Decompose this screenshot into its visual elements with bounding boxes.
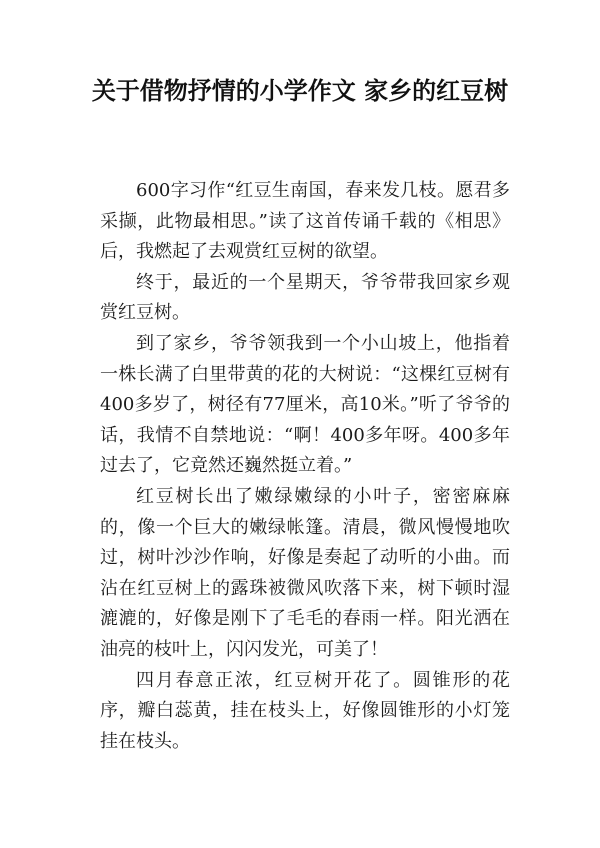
- paragraph: 600字习作“红豆生南国，春来发几枝。愿君多采撷，此物最相思。”读了这首传诵千载的《相思》后，我燃起了去观赏红豆树的欲望。: [100, 180, 510, 263]
- paragraph: 红豆树长出了嫩绿嫩绿的小叶子，密密麻麻的，像一个巨大的嫩绿帐篷。清晨，微风慢慢地吹过，树叶沙沙作响，好像是奏起了动听的小曲。而沾在红豆树上的露珠被微风吹落下来，树下顿时湿漉漉的，好像是刚下了毛毛的春雨一样。阳光洒在油亮的枝叶上，闪闪发光，可美了！: [100, 485, 510, 660]
- paragraph: 终于，最近的一个星期天，爷爷带我回家乡观赏红豆树。: [100, 271, 510, 324]
- page-title: 关于借物抒情的小学作文 家乡的红豆树: [91, 77, 509, 105]
- paragraph: 到了家乡，爷爷领我到一个小山坡上，他指着一株长满了白里带黄的花的大树说：“这棵红豆树有400多岁了，树径有77厘米，高10米。”听了爷爷的话，我情不自禁地说：“啊！400多年呀。400多年过去了，它竟然还巍然挺立着。”: [100, 332, 510, 477]
- paragraph: 四月春意正浓，红豆树开花了。圆锥形的花序，瓣白蕊黄，挂在枝头上，好像圆锥形的小灯笼挂在枝头。: [100, 669, 510, 752]
- article-body: [100, 176, 510, 757]
